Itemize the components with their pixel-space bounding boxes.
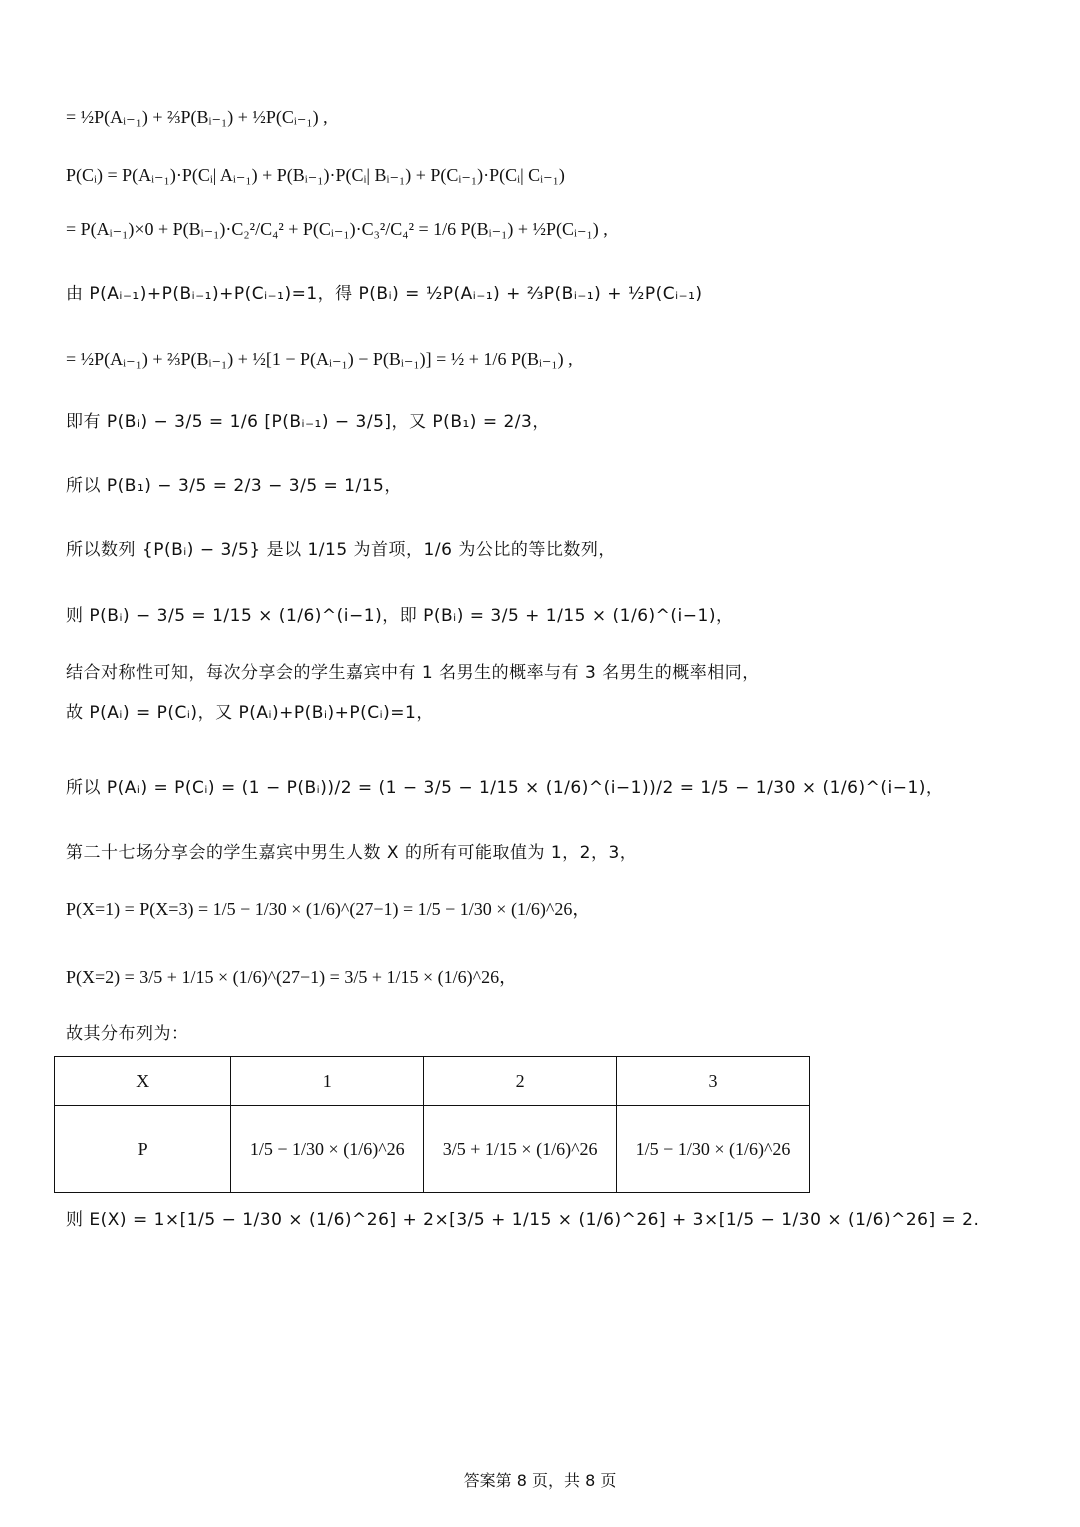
equation-line-4: 由 P(Aᵢ₋₁)+P(Bᵢ₋₁)+P(Cᵢ₋₁)=1，得 P(Bᵢ) = ½P(Aᵢ₋₁) + ⅔P(Bᵢ₋₁) + ½P(Cᵢ₋₁): [66, 284, 703, 304]
equation-line-7: 所以 P(B₁) − 3/5 = 2/3 − 3/5 = 1/15，: [66, 476, 402, 496]
table-cell-p1: 1/5 − 1/30 × (1/6)^26: [231, 1106, 424, 1193]
table-cell-p2: 3/5 + 1/15 × (1/6)^26: [424, 1106, 617, 1193]
table-row: [55, 1106, 810, 1193]
page-footer: 答案第 8 页，共 8 页: [463, 1471, 617, 1490]
expectation-line: 则 E(X) = 1×[1/5 − 1/30 × (1/6)^26] + 2×[3/5 + 1/15 × (1/6)^26] + 3×[1/5 − 1/30 × (1/6)^26] = 2.: [66, 1210, 980, 1230]
distribution-table: [54, 1056, 810, 1193]
text-line-13: 第二十七场分享会的学生嘉宾中男生人数 X 的所有可能取值为 1，2，3，: [66, 843, 638, 863]
equation-line-15: P(X=2) = 3/5 + 1/15 × (1/6)^(27−1) = 3/5 + 1/15 × (1/6)^26，: [66, 967, 518, 987]
table-header-1: 1: [231, 1057, 424, 1106]
equation-line-11: 故 P(Aᵢ) = P(Cᵢ)，又 P(Aᵢ)+P(Bᵢ)+P(Cᵢ)=1，: [66, 703, 434, 723]
text-line-16: 故其分布列为：: [66, 1024, 189, 1044]
table-header-3: 3: [617, 1057, 810, 1106]
table-row: [55, 1057, 810, 1106]
table-header-2: 2: [424, 1057, 617, 1106]
equation-line-6: 即有 P(Bᵢ) − 3/5 = 1/6 [P(Bᵢ₋₁) − 3/5]，又 P(B₁) = 2/3，: [66, 412, 550, 432]
equation-line-9: 则 P(Bᵢ) − 3/5 = 1/15 × (1/6)^(i−1)，即 P(Bᵢ) = 3/5 + 1/15 × (1/6)^(i−1)，: [66, 606, 734, 626]
table-header-x: X: [55, 1057, 231, 1106]
equation-line-1: = ½P(Aᵢ₋₁) + ⅔P(Bᵢ₋₁) + ½P(Cᵢ₋₁) ,: [66, 107, 328, 127]
text-line-10: 结合对称性可知，每次分享会的学生嘉宾中有 1 名男生的概率与有 3 名男生的概率相同，: [66, 663, 760, 683]
table-cell-p3: 1/5 − 1/30 × (1/6)^26: [617, 1106, 810, 1193]
equation-line-2: P(Cᵢ) = P(Aᵢ₋₁)·P(Cᵢ| Aᵢ₋₁) + P(Bᵢ₋₁)·P(Cᵢ| Bᵢ₋₁) + P(Cᵢ₋₁)·P(Cᵢ| Cᵢ₋₁): [66, 165, 565, 185]
equation-line-3: = P(Aᵢ₋₁)×0 + P(Bᵢ₋₁)·C₂²/C₄² + P(Cᵢ₋₁)·C₃²/C₄² = 1/6 P(Bᵢ₋₁) + ½P(Cᵢ₋₁) ,: [66, 219, 608, 239]
equation-line-14: P(X=1) = P(X=3) = 1/5 − 1/30 × (1/6)^(27−1) = 1/5 − 1/30 × (1/6)^26，: [66, 899, 591, 919]
equation-line-8: 所以数列 {P(Bᵢ) − 3/5} 是以 1/15 为首项，1/6 为公比的等比数列，: [66, 540, 616, 560]
table-cell-p: P: [55, 1106, 231, 1193]
equation-line-12: 所以 P(Aᵢ) = P(Cᵢ) = (1 − P(Bᵢ))/2 = (1 − 3/5 − 1/15 × (1/6)^(i−1))/2 = 1/5 − 1/30 × (1/6)^(i−1)，: [66, 778, 944, 798]
equation-line-5: = ½P(Aᵢ₋₁) + ⅔P(Bᵢ₋₁) + ½[1 − P(Aᵢ₋₁) − P(Bᵢ₋₁)] = ½ + 1/6 P(Bᵢ₋₁) ,: [66, 349, 573, 369]
